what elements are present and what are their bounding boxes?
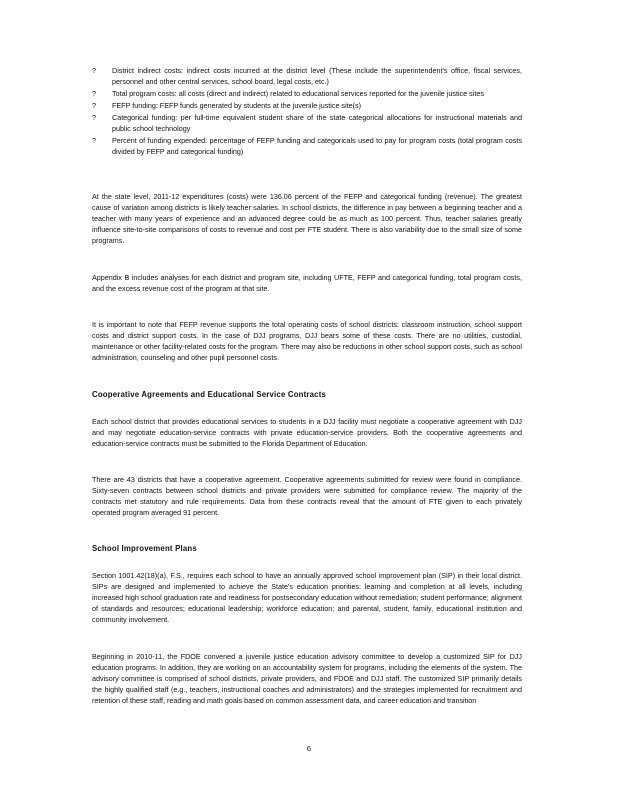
list-item-text: Total program costs: all costs (direct and indirect) related to educational services reported for the juvenile justice sites (112, 89, 484, 98)
list-item-text: Percent of funding expended: percentage of FEFP funding and categoricals used to pay for program costs (total program costs divided by FEFP and categorical funding) (112, 136, 522, 156)
paragraph-beginning: Beginning in 2010-11, the FDOE convened a juvenile justice education advisory committee to develop a customized SIP for DJJ education programs. In addition, they are working on an accountability system for programs, including the elements of the system. The advisory committee is comprised of school districts, private providers, and FDOE and DJJ staff. The customized SIP primarily details the highly qualified staff (e.g., teachers, instructional coaches and administrators) and the strategies implemented for recruitment and retention of these staff, reading and math goals based on common assessment data, and career education and transition (92, 652, 522, 705)
list-item-text: FEFP funding: FEFP funds generated by students at the juvenile justice site(s) (112, 101, 362, 110)
list-item (92, 65, 522, 87)
bullet-icon: ? (92, 136, 96, 145)
bullet-icon: ? (92, 101, 96, 110)
section-heading-cooperative: Cooperative Agreements and Educational Service Contracts (92, 390, 327, 399)
list-item (92, 112, 522, 134)
paragraph-each-district: Each school district that provides educational services to students in a DJJ facility must negotiate a cooperative agreement with DJJ and may negotiate education-service contracts with private education-service providers. Both the cooperative agreements and education-service contracts must be submitted to the Florida Department of Education. (92, 417, 522, 448)
paragraph-section: Section 1001.42(18)(a), F.S., requires each school to have an annually approved school improvement plan (SIP) in their local district. SIPs are designed and implemented to achieve the State's education priorities: learning and completion at all levels, including increased high school graduation rate and readiness for postsecondary education without remediation; student performance; alignment of standards and resources; educational leadership; workforce education; and parental, student, family, educational institution and community involvement. (92, 571, 522, 624)
page-number: 6 (306, 744, 312, 753)
list-item (92, 88, 522, 99)
paragraph-state-level: At the state level, 2011-12 expenditures (costs) were 136.06 percent of the FEFP and categorical funding (revenue). The greatest cause of variation among districts is likely teacher salaries. In school districts, the difference in pay between a beginning teacher and a teacher with many years of experience and an advanced degree could be as much as 100 percent. Thus, teacher salaries greatly influence site-to-site comparisons of costs to revenue and cost per FTE student. There is also variability due to the small size of some programs. (92, 192, 522, 245)
bullet-icon: ? (92, 66, 96, 75)
bullet-icon: ? (92, 89, 96, 98)
paragraph-important: It is important to note that FEFP revenue supports the total operating costs of school districts: classroom instruction, school support costs and district support costs. In the case of DJJ programs, DJJ bears some of these costs. There are no utilities, custodial, maintenance or other facility-related costs for the program. There may also be reductions in other school support costs, such as school administration, counseling and other pupil personnel costs. (92, 320, 522, 362)
list-item (92, 135, 522, 157)
paragraph-districts-43: There are 43 districts that have a cooperative agreement. Cooperative agreements submitted for review were found in compliance. Sixty-seven contracts between school districts and private providers were submitted for compliance review. The majority of the contracts met statutory and rule requirements. Data from these contracts reveal that the amount of FTE given to each privately operated program averaged 91 percent. (92, 475, 522, 517)
definition-list (92, 65, 522, 158)
section-heading-sip: School Improvement Plans (92, 544, 197, 553)
list-item-text: District indirect costs: indirect costs incurred at the district level (These include the superintendent's office, fiscal services, personnel and other central services, school board, legal costs, etc.) (112, 66, 522, 86)
list-item (92, 100, 522, 111)
bullet-icon: ? (92, 113, 96, 122)
list-item-text: Categorical funding: per full-time equivalent student share of the state categorical allocations for instructional materials and public school technology (112, 113, 522, 133)
paragraph-appendix: Appendix B includes analyses for each district and program site, including UFTE, FEFP and categorical funding, total program costs, and the excess revenue cost of the program at that site. (92, 273, 522, 293)
